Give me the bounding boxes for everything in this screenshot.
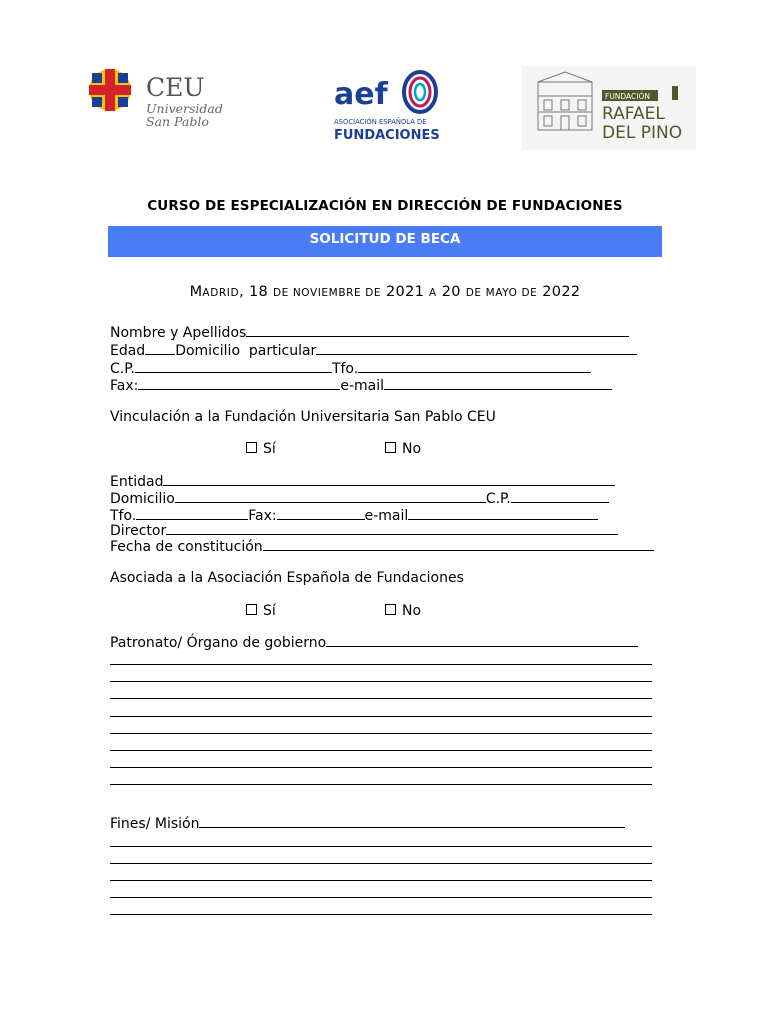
entidad-label: Entidad <box>110 474 164 490</box>
fax-label: Fax: <box>110 378 139 394</box>
patronato-line[interactable] <box>110 772 652 790</box>
nombre-label: Nombre y Apellidos <box>110 325 247 341</box>
fines-line[interactable] <box>110 902 652 920</box>
field-fines[interactable] <box>110 815 625 833</box>
fines-line[interactable] <box>110 885 652 903</box>
patronato-line[interactable] <box>110 704 652 722</box>
checkbox-icon <box>246 442 257 453</box>
patronato-line[interactable] <box>110 721 652 739</box>
field-cp-tfo[interactable] <box>110 360 591 378</box>
svg-text:RAFAEL: RAFAEL <box>602 104 665 124</box>
asociada-si-checkbox[interactable]: Sí <box>246 603 276 620</box>
patronato-line[interactable] <box>110 669 652 687</box>
svg-text:San Pablo: San Pablo <box>146 114 209 128</box>
patronato-line[interactable] <box>110 738 652 756</box>
fundacion-rafael-del-pino-logo <box>522 66 696 150</box>
fines-line[interactable] <box>110 834 652 852</box>
vinculacion-si-checkbox[interactable]: Sí <box>246 441 276 458</box>
field-nombre[interactable] <box>110 324 629 342</box>
entidad-cp-label: C.P. <box>485 491 511 507</box>
vinculacion-no-checkbox[interactable]: No <box>385 441 421 458</box>
patronato-line[interactable] <box>110 686 652 704</box>
field-fax-email[interactable] <box>110 377 612 395</box>
domicilio-label: Domicilio <box>110 491 175 507</box>
svg-text:aef: aef <box>334 77 388 112</box>
field-entidad[interactable] <box>110 473 615 491</box>
ceu-wordmark: CEU <box>146 73 205 102</box>
course-title: CURSO DE ESPECIALIZACIÓN EN DIRECCIÓN DE FUNDACIONES <box>147 198 623 214</box>
patronato-line[interactable] <box>110 755 652 773</box>
field-domicilio-cp[interactable] <box>110 490 609 508</box>
fines-label: Fines/ Misión <box>110 816 200 832</box>
tfo-label: Tfo. <box>331 361 359 377</box>
email-label: e-mail <box>340 378 385 394</box>
cp-label: C.P. <box>110 361 135 377</box>
vinculacion-question: Vinculación a la Fundación Universitaria San Pablo CEU <box>110 409 496 425</box>
svg-text:DEL PINO: DEL PINO <box>602 123 683 143</box>
aef-logo <box>330 66 446 144</box>
fines-line[interactable] <box>110 851 652 869</box>
ceu-logo <box>88 68 228 128</box>
checkbox-icon <box>246 604 257 615</box>
director-label: Director <box>110 523 167 539</box>
fecha-constitucion-label: Fecha de constitución <box>110 539 263 555</box>
asociada-question: Asociada a la Asociación Española de Fundaciones <box>110 570 464 586</box>
svg-text:FUNDACIONES: FUNDACIONES <box>334 128 440 143</box>
edad-label: Edad <box>110 343 146 359</box>
field-edad-domicilio[interactable] <box>110 342 637 360</box>
solicitud-banner: SOLICITUD DE BECA <box>108 226 662 257</box>
svg-text:ASOCIACIÓN ESPAÑOLA DE: ASOCIACIÓN ESPAÑOLA DE <box>334 118 427 126</box>
checkbox-icon <box>385 604 396 615</box>
field-fecha-constitucion[interactable] <box>110 538 654 556</box>
entidad-fax-label: Fax: <box>248 508 277 524</box>
field-patronato[interactable] <box>110 634 638 652</box>
svg-text:FUNDACIÓN: FUNDACIÓN <box>605 92 651 101</box>
entidad-email-label: e-mail <box>364 508 409 524</box>
svg-text:Universidad: Universidad <box>146 101 223 116</box>
domicilio-particular-label: Domicilio particular <box>175 343 317 359</box>
checkbox-icon <box>385 442 396 453</box>
asociada-no-checkbox[interactable]: No <box>385 603 421 620</box>
course-dates: MADRID, 18 DE NOVIEMBRE DE 2021 A 20 DE MAYO DE 2022 <box>189 284 581 300</box>
entidad-tfo-label: Tfo. <box>110 508 137 524</box>
patronato-line[interactable] <box>110 652 652 670</box>
fines-line[interactable] <box>110 868 652 886</box>
patronato-label: Patronato/ Órgano de gobierno <box>110 635 327 651</box>
